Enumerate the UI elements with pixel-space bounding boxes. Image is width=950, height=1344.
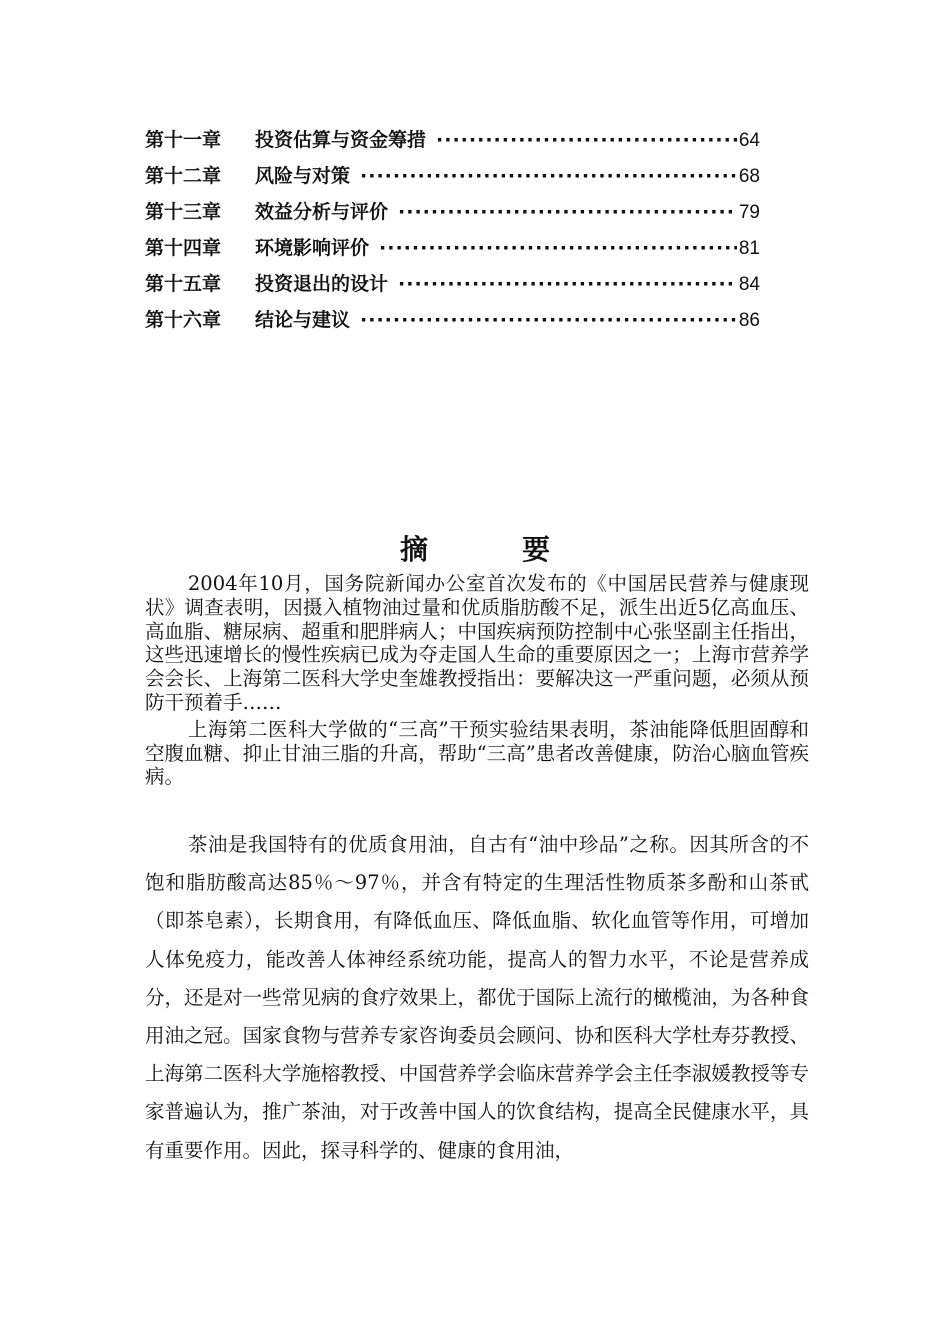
toc-chapter-number: 第十三章 — [145, 201, 222, 223]
toc-entry[interactable] — [145, 194, 760, 230]
toc-chapter-title: 环境影响评价 — [255, 237, 370, 259]
toc-leader-dots — [379, 230, 737, 266]
toc-chapter-title: 效益分析与评价 — [255, 201, 389, 223]
toc-leader-dots — [398, 266, 737, 302]
toc-chapter-number: 第十六章 — [145, 309, 222, 331]
toc-leader-dots — [436, 122, 737, 158]
abstract-paragraph: 2004年10月，国务院新闻办公室首次发布的《中国居民营养与健康现状》调查表明，因摄入植物油过量和优质脂肪酸不足，派生出近5亿高血压、高血脂、糖尿病、超重和肥胖病人；中国疾病预防控制中心张坚副主任指出，这些迅速增长的慢性疾病已成为夺走国人生命的重要原因之一；上海市营养学会会长、上海第二医科大学史奎雄教授指出：要解决这一严重问题，必须从预防干预着手…… — [145, 572, 809, 714]
toc-page-number: 86 — [738, 310, 760, 331]
table-of-contents — [145, 122, 760, 338]
abstract-paragraph: 茶油是我国特有的优质食用油，自古有“油中珍品”之称。因其所含的不饱和脂肪酸高达85％～97％，并含有特定的生理活性物质茶多酚和山茶甙（即茶皂素），长期食用，有降低血压、降低血脂、软化血管等作用，可增加人体免疫力，能改善人体神经系统功能，提高人的智力水平，不论是营养成分，还是对一些常见病的食疗效果上，都优于国际上流行的橄榄油，为各种食用油之冠。国家食物与营养专家咨询委员会顾问、协和医科大学杜寿芬教授、上海第二医科大学施榕教授、中国营养学会临床营养学会主任李淑媛教授等专家普遍认为，推广茶油，对于改善中国人的饮食结构，提高全民健康水平，具有重要作用。因此，探寻科学的、健康的食用油， — [145, 833, 809, 1162]
abstract-heading: 摘要 — [399, 533, 644, 566]
toc-leader-dots — [398, 194, 737, 230]
toc-entry[interactable] — [145, 122, 760, 158]
toc-chapter-title: 结论与建议 — [255, 309, 351, 331]
abstract-paragraph: 上海第二医科大学做的“三高”干预实验结果表明，茶油能降低胆固醇和空腹血糖、抑止甘油三脂的升高，帮助“三高”患者改善健康，防治心脑血管疾病。 — [145, 717, 809, 789]
toc-page-number: 79 — [738, 202, 760, 223]
toc-page-number: 81 — [738, 238, 760, 259]
toc-entry[interactable] — [145, 158, 760, 194]
toc-entry[interactable] — [145, 230, 760, 266]
toc-chapter-number: 第十四章 — [145, 237, 222, 259]
toc-leader-dots — [360, 302, 737, 338]
toc-chapter-title: 投资退出的设计 — [255, 273, 389, 295]
toc-entry[interactable] — [145, 302, 760, 338]
toc-leader-dots — [360, 158, 737, 194]
toc-chapter-number: 第十五章 — [145, 273, 222, 295]
toc-page-number: 64 — [738, 130, 760, 151]
abstract-body-top — [145, 572, 809, 792]
toc-entry[interactable] — [145, 266, 760, 302]
toc-chapter-title: 投资估算与资金筹措 — [255, 129, 427, 151]
toc-page-number: 68 — [738, 166, 760, 187]
abstract-body-bottom — [145, 826, 809, 1170]
toc-chapter-number: 第十二章 — [145, 165, 222, 187]
toc-chapter-number: 第十一章 — [145, 129, 222, 151]
toc-chapter-title: 风险与对策 — [255, 165, 351, 187]
toc-page-number: 84 — [738, 274, 760, 295]
